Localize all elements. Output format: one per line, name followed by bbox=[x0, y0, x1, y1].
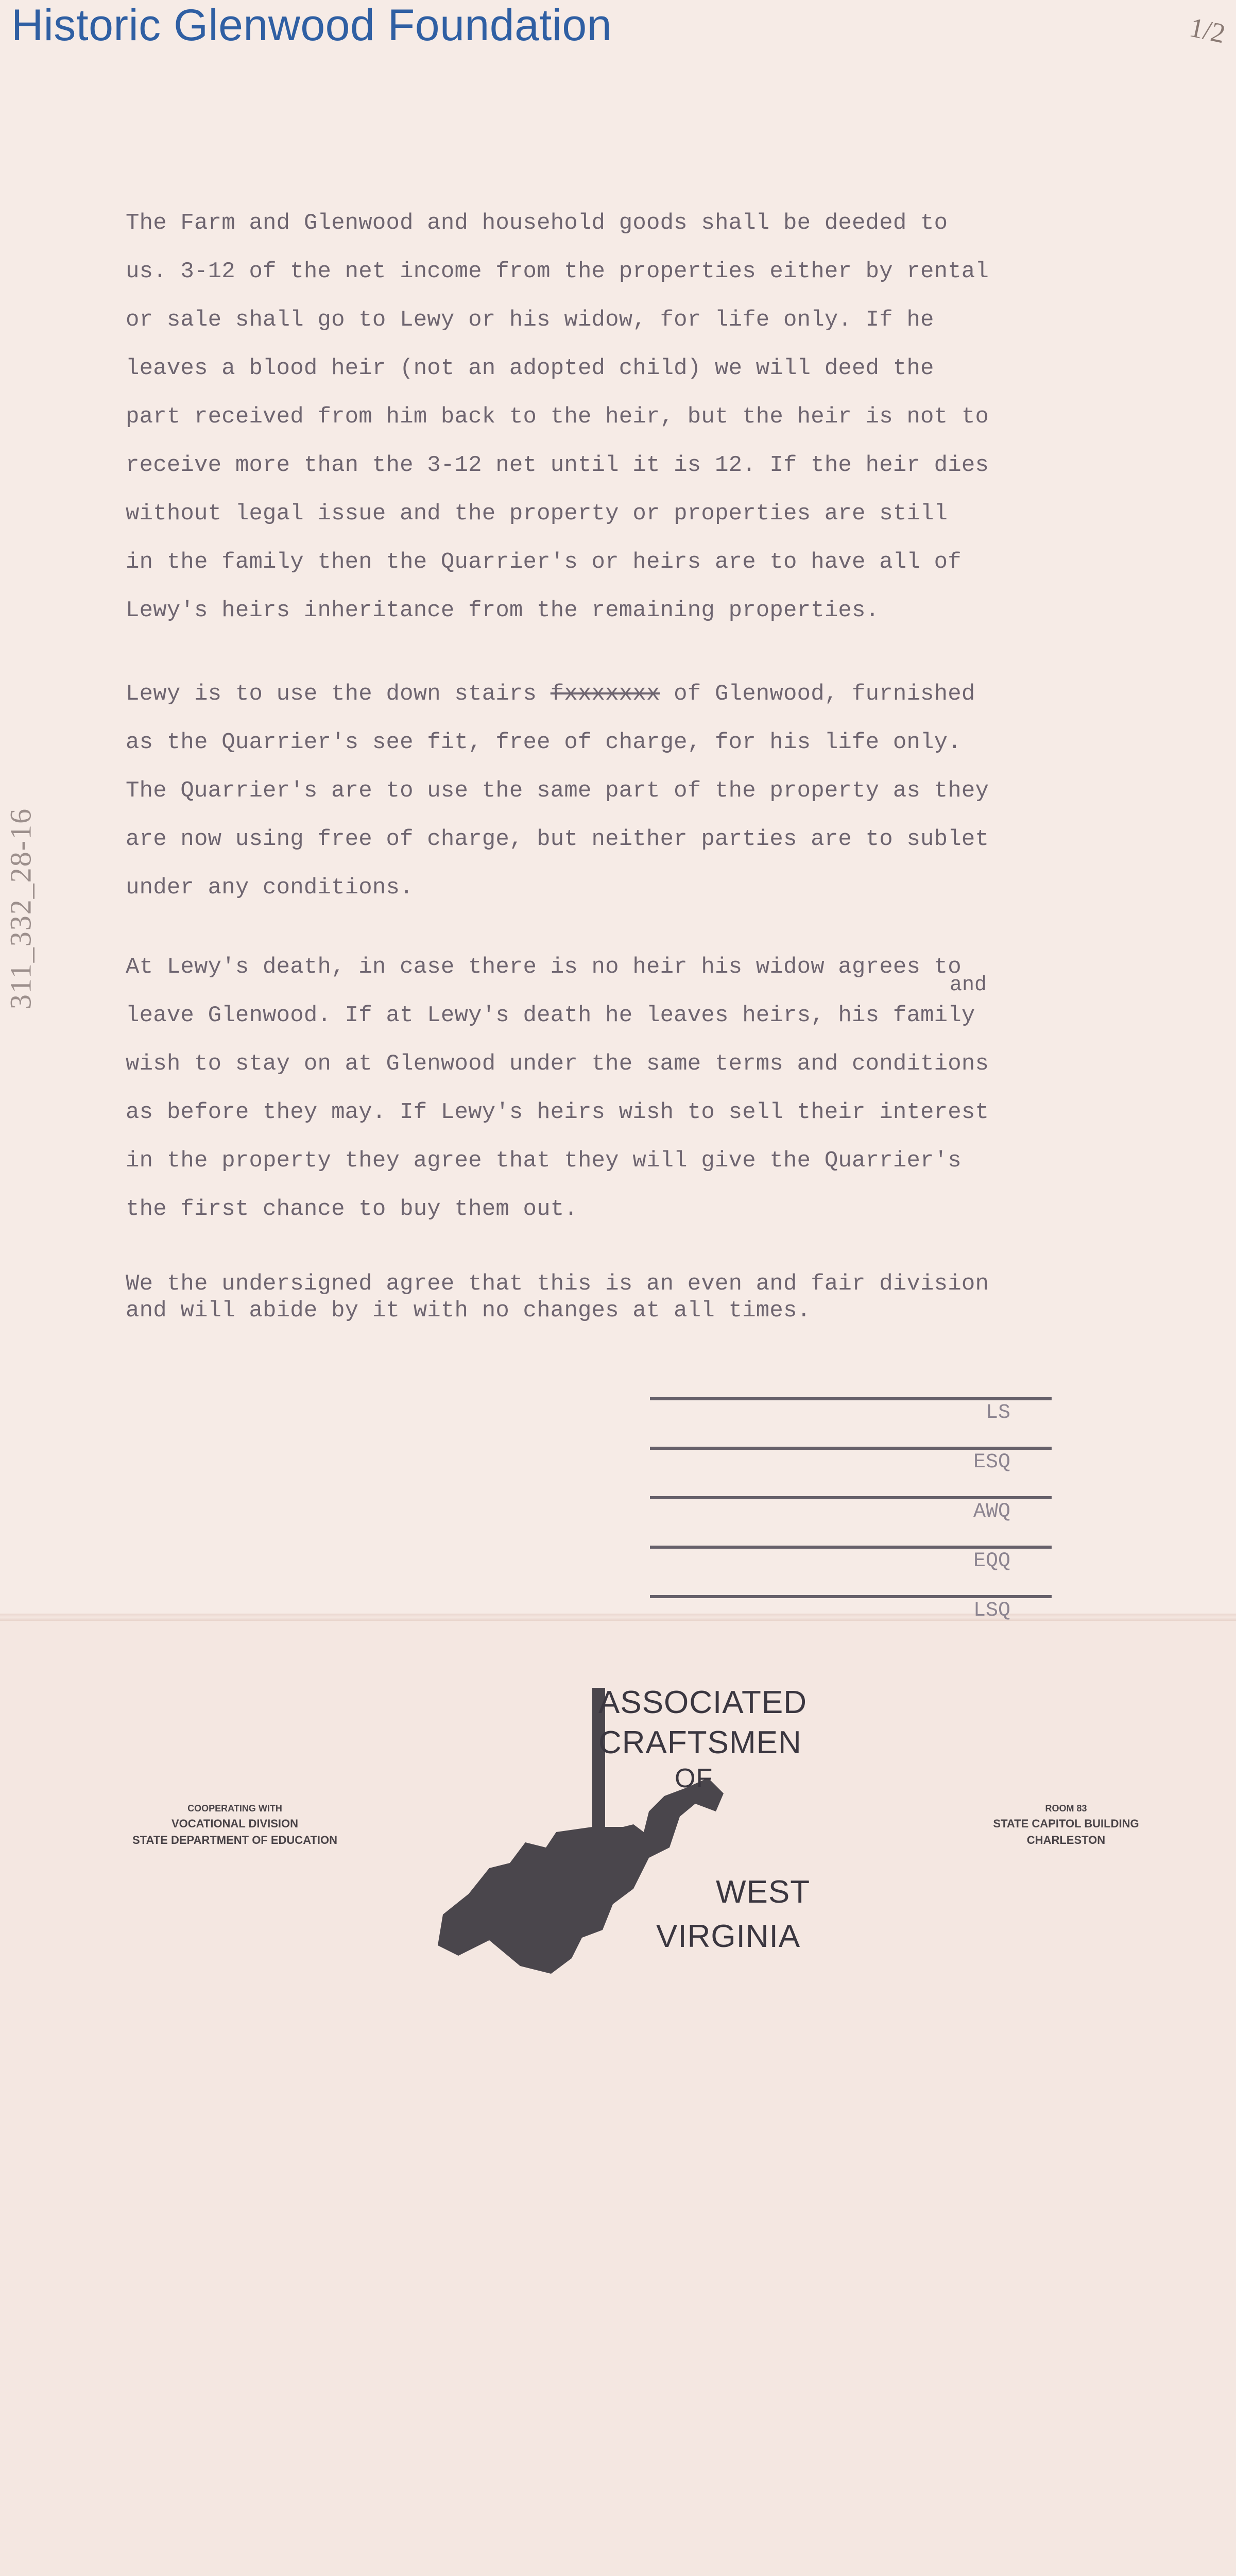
letterhead-line: VOCATIONAL DIVISION bbox=[171, 1817, 299, 1830]
text-line: the first chance to buy them out. bbox=[126, 1196, 578, 1222]
margin-note: 311_332_28-16 bbox=[4, 807, 38, 1010]
foundation-watermark: Historic Glenwood Foundation bbox=[11, 1, 612, 50]
signature-rule bbox=[650, 1496, 1052, 1499]
paragraph-agreement bbox=[126, 1270, 1104, 1324]
text-line: as the Quarrier's see fit, free of charge, for his life only. bbox=[126, 730, 962, 755]
logo-word: VIRGINIA bbox=[656, 1919, 801, 1954]
logo-word: ASSOCIATED bbox=[598, 1685, 808, 1720]
signature-label: ESQ bbox=[973, 1451, 1010, 1474]
signature-label: AWQ bbox=[973, 1500, 1010, 1523]
signature-rule bbox=[650, 1447, 1052, 1450]
text-line: We the undersigned agree that this is an even and fair division bbox=[126, 1271, 989, 1297]
letterhead-line: STATE CAPITOL BUILDING bbox=[993, 1817, 1139, 1830]
signature-rule bbox=[650, 1595, 1052, 1598]
logo-word: CRAFTSMEN bbox=[598, 1725, 802, 1760]
letterhead-line: STATE DEPARTMENT OF EDUCATION bbox=[132, 1834, 338, 1846]
paragraph-deeds bbox=[126, 199, 1104, 635]
interlined-insert: and bbox=[950, 974, 987, 997]
signature-line bbox=[650, 1546, 1052, 1594]
signature-label: LSQ bbox=[973, 1599, 1010, 1622]
text-line: receive more than the 3-12 net until it is 12. If the heir dies bbox=[126, 452, 989, 478]
signature-line bbox=[650, 1595, 1052, 1643]
signature-line bbox=[650, 1496, 1052, 1545]
associated-craftsmen-logo bbox=[427, 1677, 819, 1976]
text-line: wish to stay on at Glenwood under the same terms and conditions bbox=[126, 1051, 989, 1077]
page-number: 1/2 bbox=[1187, 11, 1228, 49]
text-line: in the family then the Quarrier's or heirs are to have all of bbox=[126, 549, 962, 575]
signature-label: EQQ bbox=[973, 1550, 1010, 1573]
logo-word: OF bbox=[675, 1764, 713, 1793]
text-line: The Quarrier's are to use the same part of the property as they bbox=[126, 778, 989, 804]
signature-rule bbox=[650, 1397, 1052, 1400]
text-line: us. 3-12 of the net income from the properties either by rental bbox=[126, 259, 989, 284]
letterhead-left-block bbox=[101, 1801, 369, 1849]
text-line: under any conditions. bbox=[126, 875, 414, 901]
struck-word: fxxxxxxx bbox=[550, 681, 660, 707]
letterhead-right-block bbox=[968, 1801, 1164, 1849]
text-line: in the property they agree that they will give the Quarrier's bbox=[126, 1148, 962, 1174]
letterhead-line: ROOM 83 bbox=[1045, 1803, 1087, 1814]
signature-label: LS bbox=[985, 1401, 1010, 1425]
text-fragment: Lewy is to use the down stairs bbox=[126, 681, 551, 707]
text-line: and will abide by it with no changes at all times. bbox=[126, 1298, 811, 1324]
text-line bbox=[126, 670, 1104, 718]
text-line: Lewy's heirs inheritance from the remaining properties. bbox=[126, 598, 880, 623]
text-line: leave Glenwood. If at Lewy's death he leaves heirs, his family bbox=[126, 1003, 975, 1028]
text-line: or sale shall go to Lewy or his widow, for life only. If he bbox=[126, 307, 934, 333]
text-line: without legal issue and the property or properties are still bbox=[126, 501, 948, 527]
text-line: At Lewy's death, in case there is no heir his widow agrees to bbox=[126, 954, 962, 980]
text-fragment: of Glenwood, furnished bbox=[660, 681, 975, 707]
logo-word: WEST bbox=[716, 1874, 811, 1910]
text-line: are now using free of charge, but neither parties are to sublet bbox=[126, 826, 989, 852]
signature-line bbox=[650, 1397, 1052, 1446]
text-line: as before they may. If Lewy's heirs wish to sell their interest bbox=[126, 1099, 989, 1125]
text-line: part received from him back to the heir, but the heir is not to bbox=[126, 404, 989, 430]
paragraph-use bbox=[126, 670, 1104, 912]
text-line: leaves a blood heir (not an adopted child) we will deed the bbox=[126, 355, 934, 381]
letterhead-line: COOPERATING WITH bbox=[187, 1803, 282, 1814]
text-line: The Farm and Glenwood and household goods shall be deeded to bbox=[126, 210, 948, 236]
letterhead-line: CHARLESTON bbox=[1026, 1834, 1106, 1846]
signature-line bbox=[650, 1447, 1052, 1495]
signature-rule bbox=[650, 1546, 1052, 1549]
